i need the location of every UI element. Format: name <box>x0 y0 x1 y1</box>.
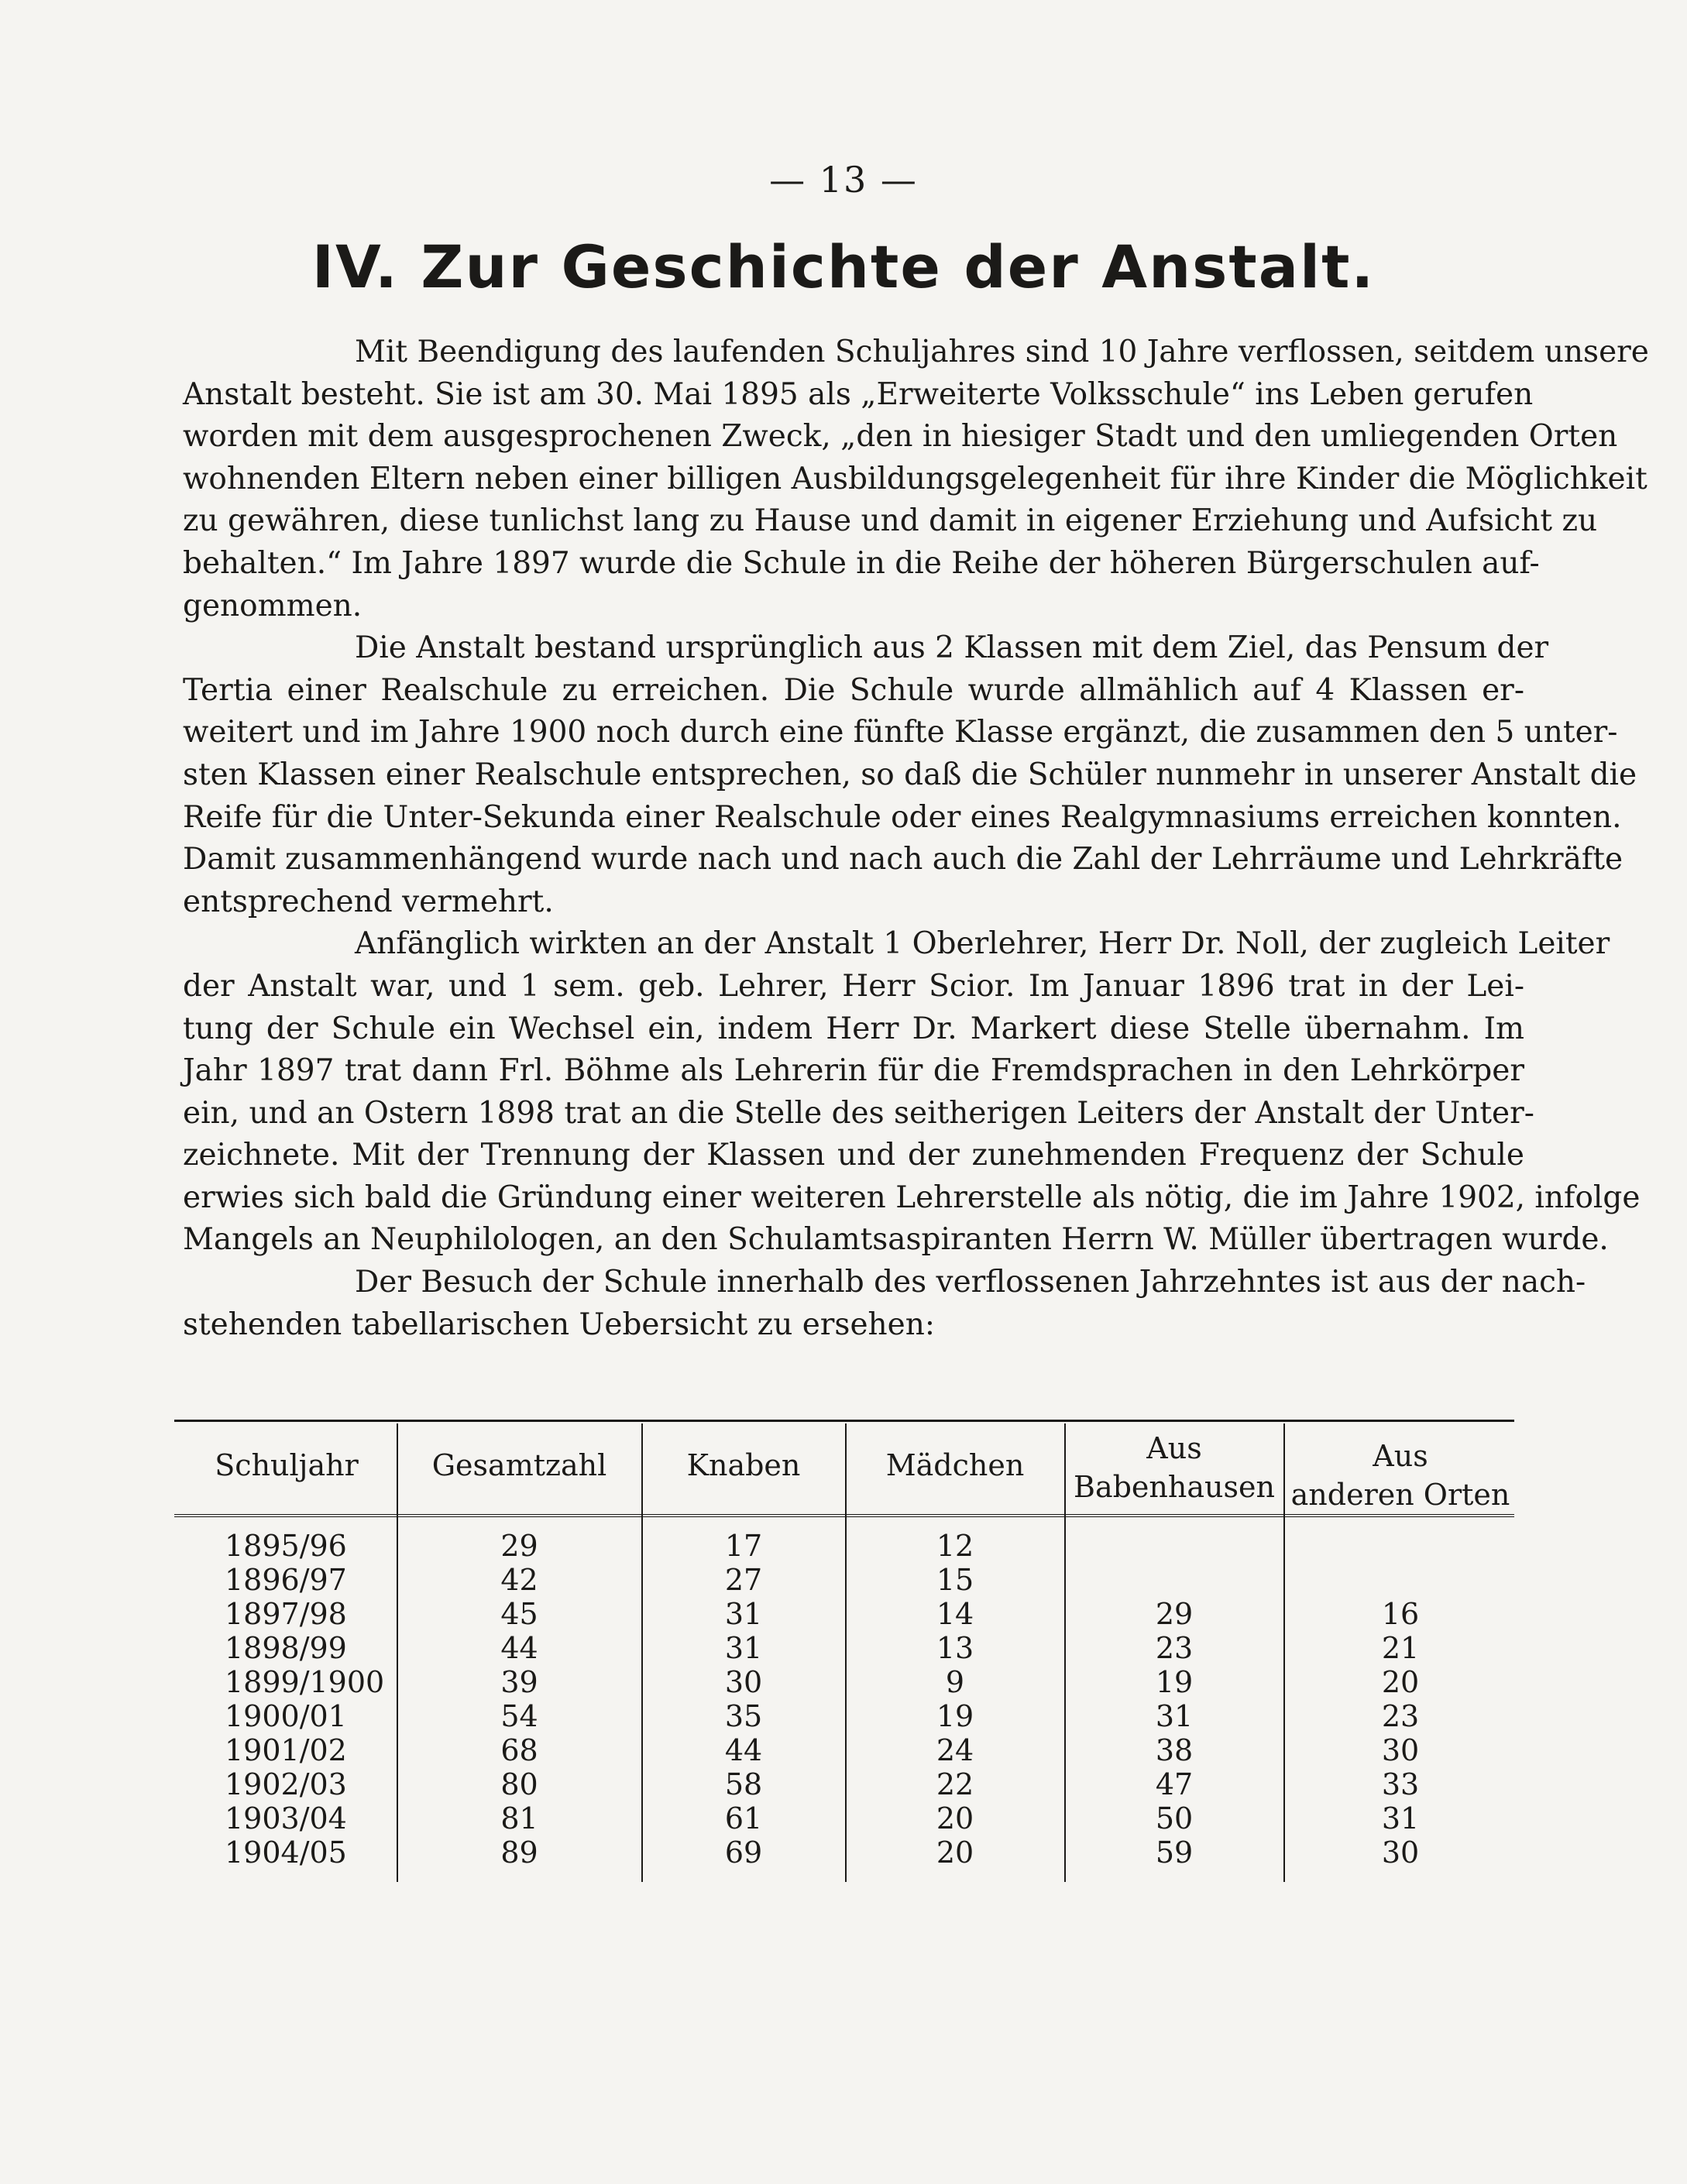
cell-total: 68 <box>500 1733 538 1767</box>
text-line: Damit zusammenhängend wurde nach und nach auch die Zahl der Lehrräume und Lehrkräfte <box>183 842 1623 877</box>
column-divider <box>845 1423 847 1882</box>
cell-boys: 58 <box>724 1767 763 1801</box>
cell-total: 42 <box>500 1563 538 1597</box>
cell-year: 1897/98 <box>225 1597 347 1631</box>
cell-babenhausen: 50 <box>1155 1801 1194 1835</box>
cell-babenhausen: 38 <box>1155 1733 1194 1767</box>
cell-boys: 35 <box>724 1699 763 1733</box>
text-line: Die Anstalt bestand ursprünglich aus 2 Klassen mit dem Ziel, das Pensum der <box>355 630 1549 666</box>
column-divider <box>1064 1423 1066 1882</box>
cell-babenhausen: 29 <box>1155 1597 1194 1631</box>
text-line: Der Besuch der Schule innerhalb des verflossenen Jahrzehntes ist aus der nach- <box>355 1265 1586 1300</box>
cell-boys: 44 <box>724 1733 763 1767</box>
text-line: tung der Schule ein Wechsel ein, indem Herr Dr. Markert diese Stelle übernahm. Im <box>183 1011 1524 1046</box>
cell-total: 81 <box>500 1801 538 1835</box>
cell-year: 1902/03 <box>225 1767 347 1801</box>
column-divider <box>641 1423 643 1882</box>
cell-boys: 30 <box>724 1665 763 1699</box>
cell-year: 1895/96 <box>225 1529 347 1563</box>
header-schuljahr: Schuljahr <box>215 1448 359 1482</box>
table-header-rule <box>174 1514 1514 1520</box>
text-line: behalten.“ Im Jahre 1897 wurde die Schule in die Reihe der höheren Bürgerschulen auf- <box>183 545 1540 581</box>
cell-girls: 14 <box>936 1597 974 1631</box>
text-line: Anstalt besteht. Sie ist am 30. Mai 1895 als „Erweiterte Volksschule“ ins Leben gerufen <box>183 376 1534 412</box>
header-maedchen: Mädchen <box>885 1448 1025 1482</box>
cell-other: 16 <box>1381 1597 1420 1631</box>
cell-boys: 17 <box>724 1529 763 1563</box>
text-line: zu gewähren, diese tunlichst lang zu Hause und damit in eigener Erziehung und Aufsicht zu <box>183 503 1598 539</box>
cell-babenhausen: 47 <box>1155 1767 1194 1801</box>
text-line: Mit Beendigung des laufenden Schuljahres sind 10 Jahre verflossen, seitdem unsere <box>355 335 1649 369</box>
cell-boys: 31 <box>724 1597 763 1631</box>
cell-boys: 69 <box>724 1835 763 1870</box>
cell-babenhausen: 23 <box>1155 1631 1194 1665</box>
cell-other: 30 <box>1381 1733 1420 1767</box>
text-line: Mangels an Neuphilologen, an den Schulamtsaspiranten Herrn W. Müller übertragen wurde. <box>183 1222 1609 1258</box>
cell-girls: 9 <box>945 1665 965 1699</box>
cell-other: 20 <box>1381 1665 1420 1699</box>
text-line: stehenden tabellarischen Uebersicht zu ersehen: <box>183 1307 935 1342</box>
text-line: Jahr 1897 trat dann Frl. Böhme als Lehrerin für die Fremdsprachen in den Lehrkörper <box>183 1053 1524 1089</box>
header-andere-line1: Aus <box>1373 1439 1428 1473</box>
cell-year: 1896/97 <box>225 1563 347 1597</box>
cell-other: 31 <box>1381 1801 1420 1835</box>
cell-other: 33 <box>1381 1767 1420 1801</box>
cell-year: 1904/05 <box>225 1835 347 1870</box>
body-text <box>183 331 1649 1346</box>
text-line: sten Klassen einer Realschule entsprechen, so daß die Schüler nunmehr in unserer Anstalt die <box>183 757 1637 792</box>
header-babenhausen-line1: Aus <box>1146 1431 1202 1465</box>
cell-girls: 20 <box>936 1835 974 1870</box>
text-line: Reife für die Unter-Sekunda einer Realschule oder eines Realgymnasiums erreichen konnten. <box>183 799 1622 835</box>
cell-babenhausen: 31 <box>1155 1699 1194 1733</box>
cell-girls: 12 <box>936 1529 974 1563</box>
cell-total: 44 <box>500 1631 538 1665</box>
header-gesamtzahl: Gesamtzahl <box>431 1448 607 1482</box>
cell-girls: 15 <box>936 1563 974 1597</box>
column-divider <box>1283 1423 1285 1882</box>
text-line: Anfänglich wirkten an der Anstalt 1 Oberlehrer, Herr Dr. Noll, der zugleich Leiter <box>355 926 1610 962</box>
cell-total: 39 <box>500 1665 538 1699</box>
cell-girls: 20 <box>936 1801 974 1835</box>
cell-girls: 24 <box>936 1733 974 1767</box>
cell-year: 1898/99 <box>225 1631 347 1665</box>
text-line: weitert und im Jahre 1900 noch durch eine fünfte Klasse ergänzt, die zusammen den 5 unter- <box>183 715 1618 750</box>
cell-girls: 19 <box>936 1699 974 1733</box>
header-andere-line2: anderen Orten <box>1290 1478 1510 1512</box>
table-top-rule <box>174 1420 1514 1422</box>
page-number: — 13 — <box>769 159 918 201</box>
text-line: wohnenden Eltern neben einer billigen Ausbildungsgelegenheit für ihre Kinder die Möglichkeit <box>183 461 1647 496</box>
header-knaben: Knaben <box>686 1448 801 1482</box>
text-line: Tertia einer Realschule zu erreichen. Die Schule wurde allmählich auf 4 Klassen er- <box>183 672 1524 708</box>
cell-boys: 27 <box>724 1563 763 1597</box>
cell-boys: 31 <box>724 1631 763 1665</box>
cell-year: 1903/04 <box>225 1801 347 1835</box>
cell-year: 1901/02 <box>225 1733 347 1767</box>
cell-year: 1900/01 <box>225 1699 347 1733</box>
column-divider <box>397 1423 398 1882</box>
text-line: erwies sich bald die Gründung einer weiteren Lehrerstelle als nötig, die im Jahre 1902, infolge <box>183 1180 1641 1215</box>
cell-total: 80 <box>500 1767 538 1801</box>
text-line: zeichnete. Mit der Trennung der Klassen und der zunehmenden Frequenz der Schule <box>183 1138 1524 1173</box>
cell-boys: 61 <box>724 1801 763 1835</box>
text-line: der Anstalt war, und 1 sem. geb. Lehrer, Herr Scior. Im Januar 1896 trat in der Lei- <box>183 968 1524 1004</box>
cell-babenhausen: 59 <box>1155 1835 1194 1870</box>
cell-total: 54 <box>500 1699 538 1733</box>
cell-other: 21 <box>1381 1631 1420 1665</box>
text-line: genommen. <box>183 588 362 623</box>
cell-other: 30 <box>1381 1835 1420 1870</box>
cell-total: 29 <box>500 1529 538 1563</box>
text-line: ein, und an Ostern 1898 trat an die Stelle des seitherigen Leiters der Anstalt der Unter- <box>183 1095 1534 1131</box>
cell-other: 23 <box>1381 1699 1420 1733</box>
cell-girls: 22 <box>936 1767 974 1801</box>
header-babenhausen-line2: Babenhausen <box>1074 1470 1275 1504</box>
cell-total: 45 <box>500 1597 538 1631</box>
cell-babenhausen: 19 <box>1155 1665 1194 1699</box>
cell-year: 1899/1900 <box>225 1665 385 1699</box>
cell-total: 89 <box>500 1835 538 1870</box>
cell-girls: 13 <box>936 1631 974 1665</box>
text-line: entsprechend vermehrt. <box>183 884 554 919</box>
section-title: IV. Zur Geschichte der Anstalt. <box>311 232 1376 301</box>
text-line: worden mit dem ausgesprochenen Zweck, „den in hiesiger Stadt und den umliegenden Orten <box>183 419 1618 455</box>
